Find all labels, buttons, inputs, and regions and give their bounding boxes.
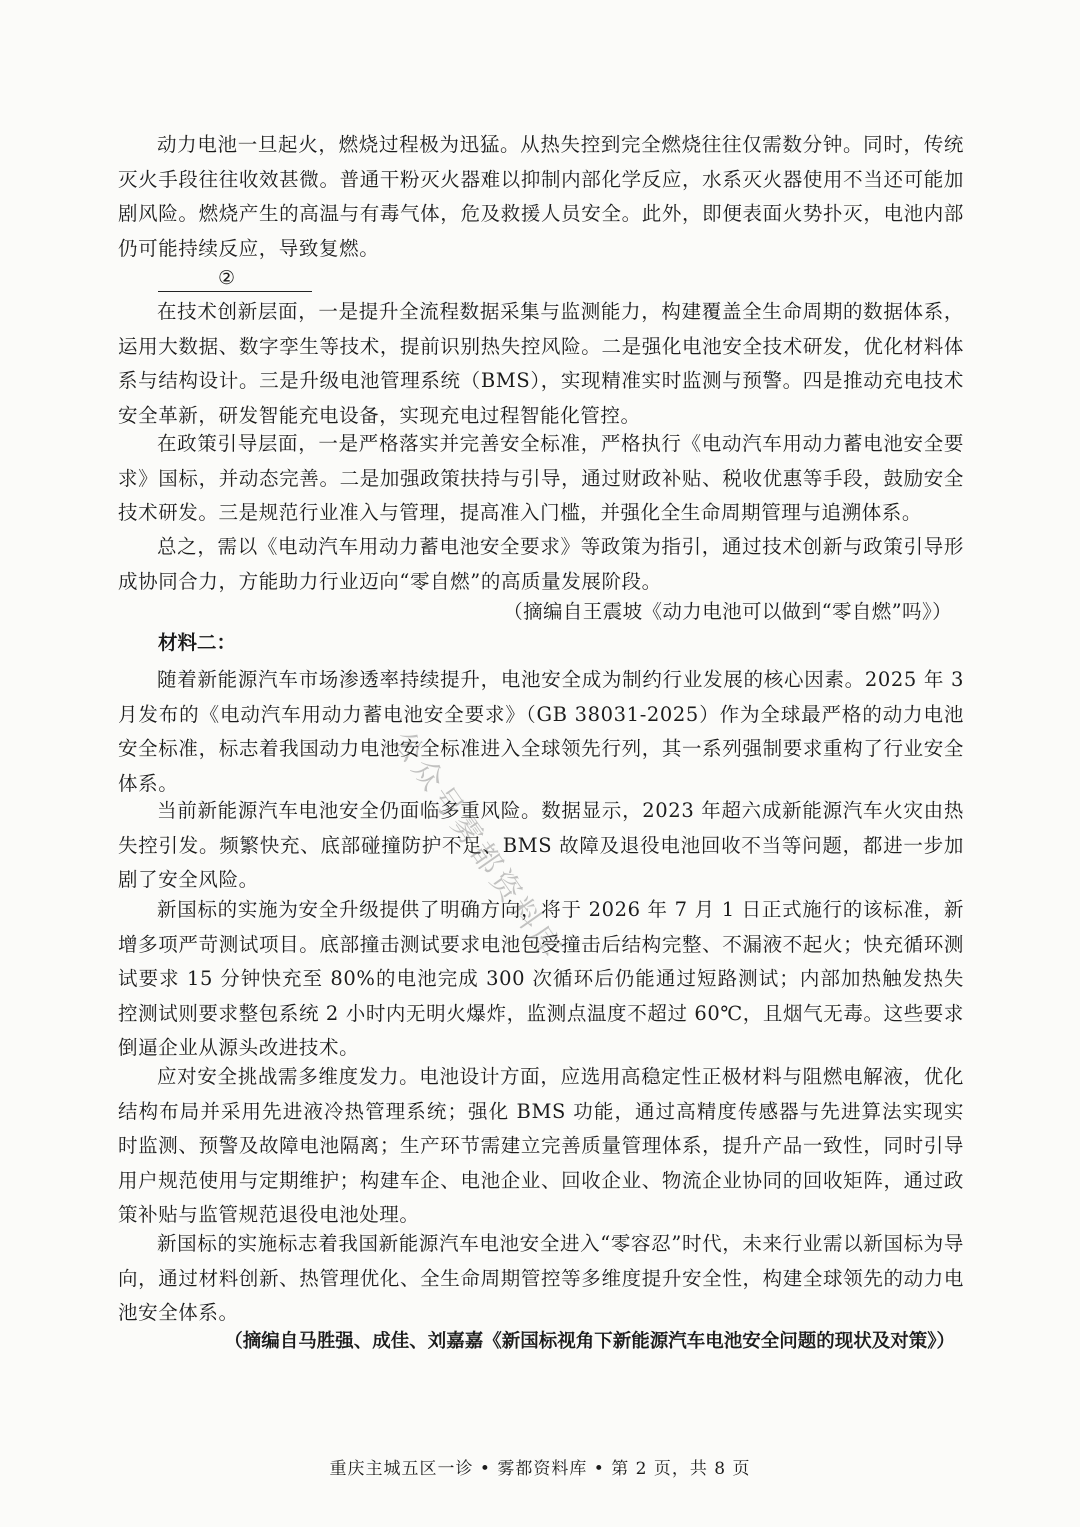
paragraph-countermeasures: 应对安全挑战需多维度发力。电池设计方面，应选用高稳定性正极材料与阻燃电解液，优化结构布局并采用先进液冷热管理系统；强化 BMS 功能，通过高精度传感器与先进算法实现实时监测、预警及故障电池隔离；生产环节需建立完善质量管理体系，提升产品一致性，同时引导用户规范使用与定期维护；构建车企、电池企业、回收企业、物流企业协同的回收矩阵，通过政策补贴与监管规范退役电池处理。 xyxy=(118,1065,964,1226)
paragraph-summary: 总之，需以《电动汽车用动力蓄电池安全要求》等政策为指引，通过技术创新与政策引导形成协同合力，方能助力行业迈向“零自燃”的高质量发展阶段。 xyxy=(118,535,964,593)
paragraph-policy-guidance: 在政策引导层面，一是严格落实并完善安全标准，严格执行《电动汽车用动力蓄电池安全要求》国标，并动态完善。二是加强政策扶持与引导，通过财政补贴、税收优惠等手段，鼓励安全技术研发。三是规范行业准入与管理，提高准入门槛，并强化全生命周期管理与追溯体系。 xyxy=(118,432,964,524)
paragraph-market-standard: 随着新能源汽车市场渗透率持续提升，电池安全成为制约行业发展的核心因素。2025 年 3 月发布的《电动汽车用动力蓄电池安全要求》（GB 38031-2025）作为全球最严格的动力电池安全标准，标志着我国动力电池安全标准进入全球领先行列，其一系列强制要求重构了行业安全体系。 xyxy=(118,668,964,795)
paragraph-new-standard-tests: 新国标的实施为安全升级提供了明确方向，将于 2026 年 7 月 1 日正式施行的该标准，新增多项严苛测试项目。底部撞击测试要求电池包受撞击后结构完整、不漏液不起火；快充循环测试要求 15 分钟快充至 80%的电池完成 300 次循环后仍能通过短路测试；内部加热触发热失控测试则要求整包系统 2 小时内无明火爆炸，监测点温度不超过 60℃，且烟气无毒。这些要求倒逼企业从源头改进技术。 xyxy=(118,898,964,1059)
source-citation-2: （摘编自马胜强、成佳、刘嘉嘉《新国标视角下新能源汽车电池安全问题的现状及对策》） xyxy=(224,1331,955,1352)
section-title-material-2: 材料二： xyxy=(158,631,237,654)
watermark-text: 公众号雾都资料库 xyxy=(384,724,570,968)
blank-number: ② xyxy=(218,267,236,289)
source-citation-1: （摘编自王震坡《动力电池可以做到“零自燃”吗》） xyxy=(503,600,952,623)
paragraph-current-risks: 当前新能源汽车电池安全仍面临多重风险。数据显示，2023 年超六成新能源汽车火灾由热失控引发。频繁快充、底部碰撞防护不足、BMS 故障及退役电池回收不当等问题，都进一步加剧了安全风险。 xyxy=(118,799,964,891)
page-footer: 重庆主城五区一诊 • 雾都资料库 • 第 2 页，共 8 页 xyxy=(329,1459,751,1479)
paragraph-conclusion: 新国标的实施标志着我国新能源汽车电池安全进入“零容忍”时代，未来行业需以新国标为导向，通过材料创新、热管理优化、全生命周期管控等多维度提升安全性，构建全球领先的动力电池安全体系。 xyxy=(118,1232,964,1324)
fill-in-blank-line xyxy=(158,291,312,292)
paragraph-tech-innovation: 在技术创新层面，一是提升全流程数据采集与监测能力，构建覆盖全生命周期的数据体系，运用大数据、数字孪生等技术，提前识别热失控风险。二是强化电池安全技术研发，优化材料体系与结构设计。三是升级电池管理系统（BMS），实现精准实时监测与预警。四是推动充电技术安全革新，研发智能充电设备，实现充电过程智能化管控。 xyxy=(118,300,964,427)
paragraph-fire-risk: 动力电池一旦起火，燃烧过程极为迅猛。从热失控到完全燃烧往往仅需数分钟。同时，传统灭火手段往往收效甚微。普通干粉灭火器难以抑制内部化学反应，水系灭火器使用不当还可能加剧风险。燃烧产生的高温与有毒气体，危及救援人员安全。此外，即便表面火势扑灭，电池内部仍可能持续反应，导致复燃。 xyxy=(118,133,964,260)
